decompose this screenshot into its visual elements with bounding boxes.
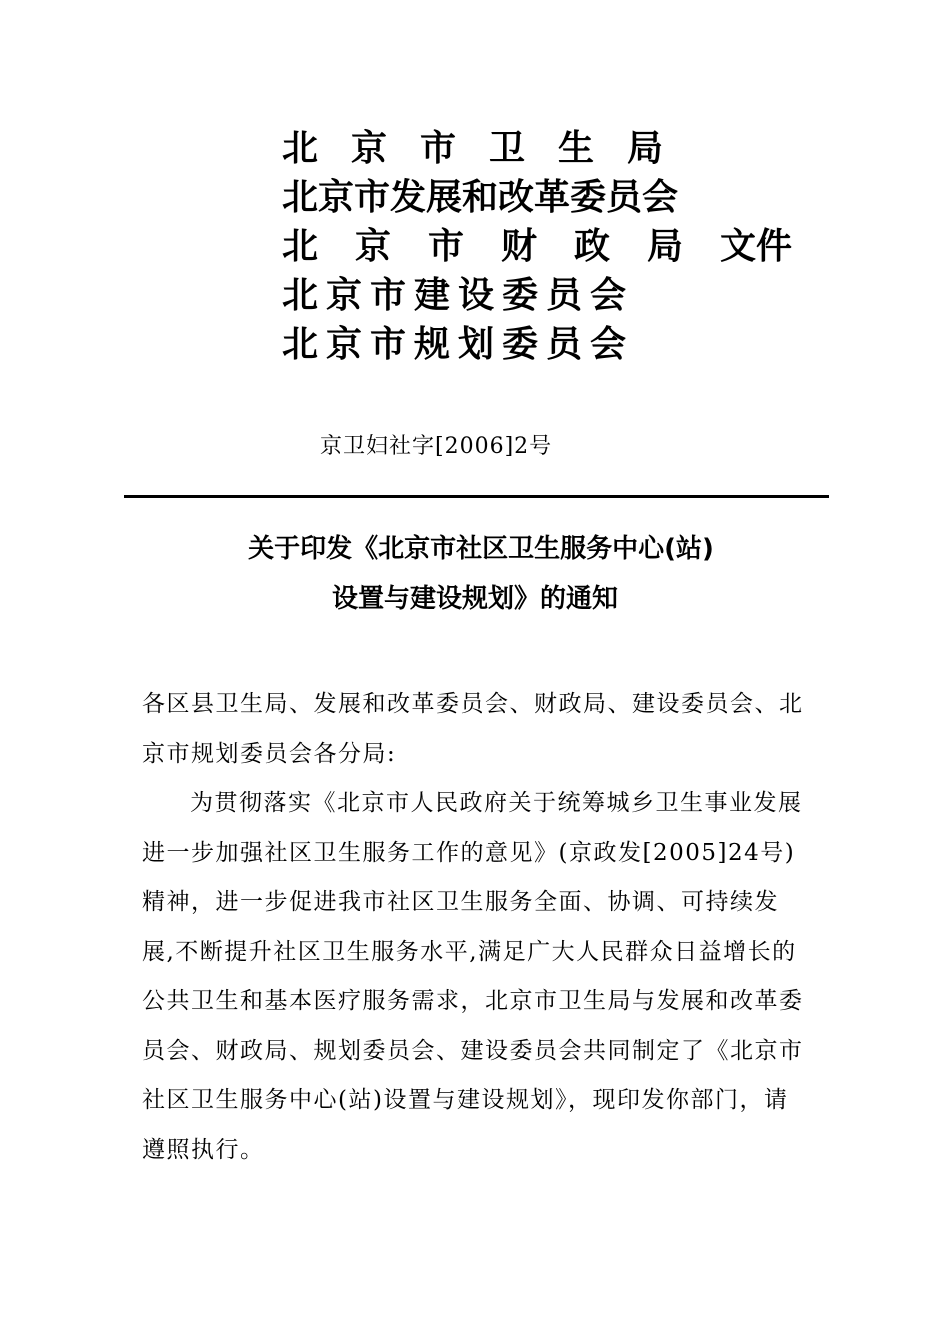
body-paragraph: 为贯彻落实《北京市人民政府关于统筹城乡卫生事业发展进一步加强社区卫生服务工作的意见》(京政发[2005]24号)精神，进一步促进我市社区卫生服务全面、协调、可持续发展,不断提升社区卫生服务水平,满足广大人民群众日益增长的公共卫生和基本医疗服务需求，北京市卫生局与发展和改革委员会、财政局、规划委员会、建设委员会共同制定了《北京市社区卫生服务中心(站)设置与建设规划》，现印发你部门，请遵照执行。 [142,790,804,1163]
issuer-finance-bureau-line [282,222,792,271]
issuer-finance-bureau: 北京市财政局 [282,226,721,267]
header-divider-tip [124,496,138,497]
document-number: 京卫妇社字[2006]2号 [320,434,553,459]
document-title-line-2: 设置与建设规划》的通知 [331,584,618,614]
document-title-line-1: 关于印发《北京市社区卫生服务中心(站) [248,534,714,564]
issuer-construction-commission: 北京市建设委员会 [282,275,635,316]
issuer-development-reform-commission: 北京市发展和改革委员会 [282,177,679,218]
issuer-block [282,124,792,369]
issuer-health-bureau: 北京市卫生局 [282,128,697,169]
salutation: 各区县卫生局、发展和改革委员会、财政局、建设委员会、北京市规划委员会各分局: [142,691,804,767]
issuer-planning-commission: 北京市规划委员会 [282,324,635,365]
doc-type-label: 文件 [720,226,793,267]
header-divider [124,495,829,498]
document-body [142,680,812,1175]
